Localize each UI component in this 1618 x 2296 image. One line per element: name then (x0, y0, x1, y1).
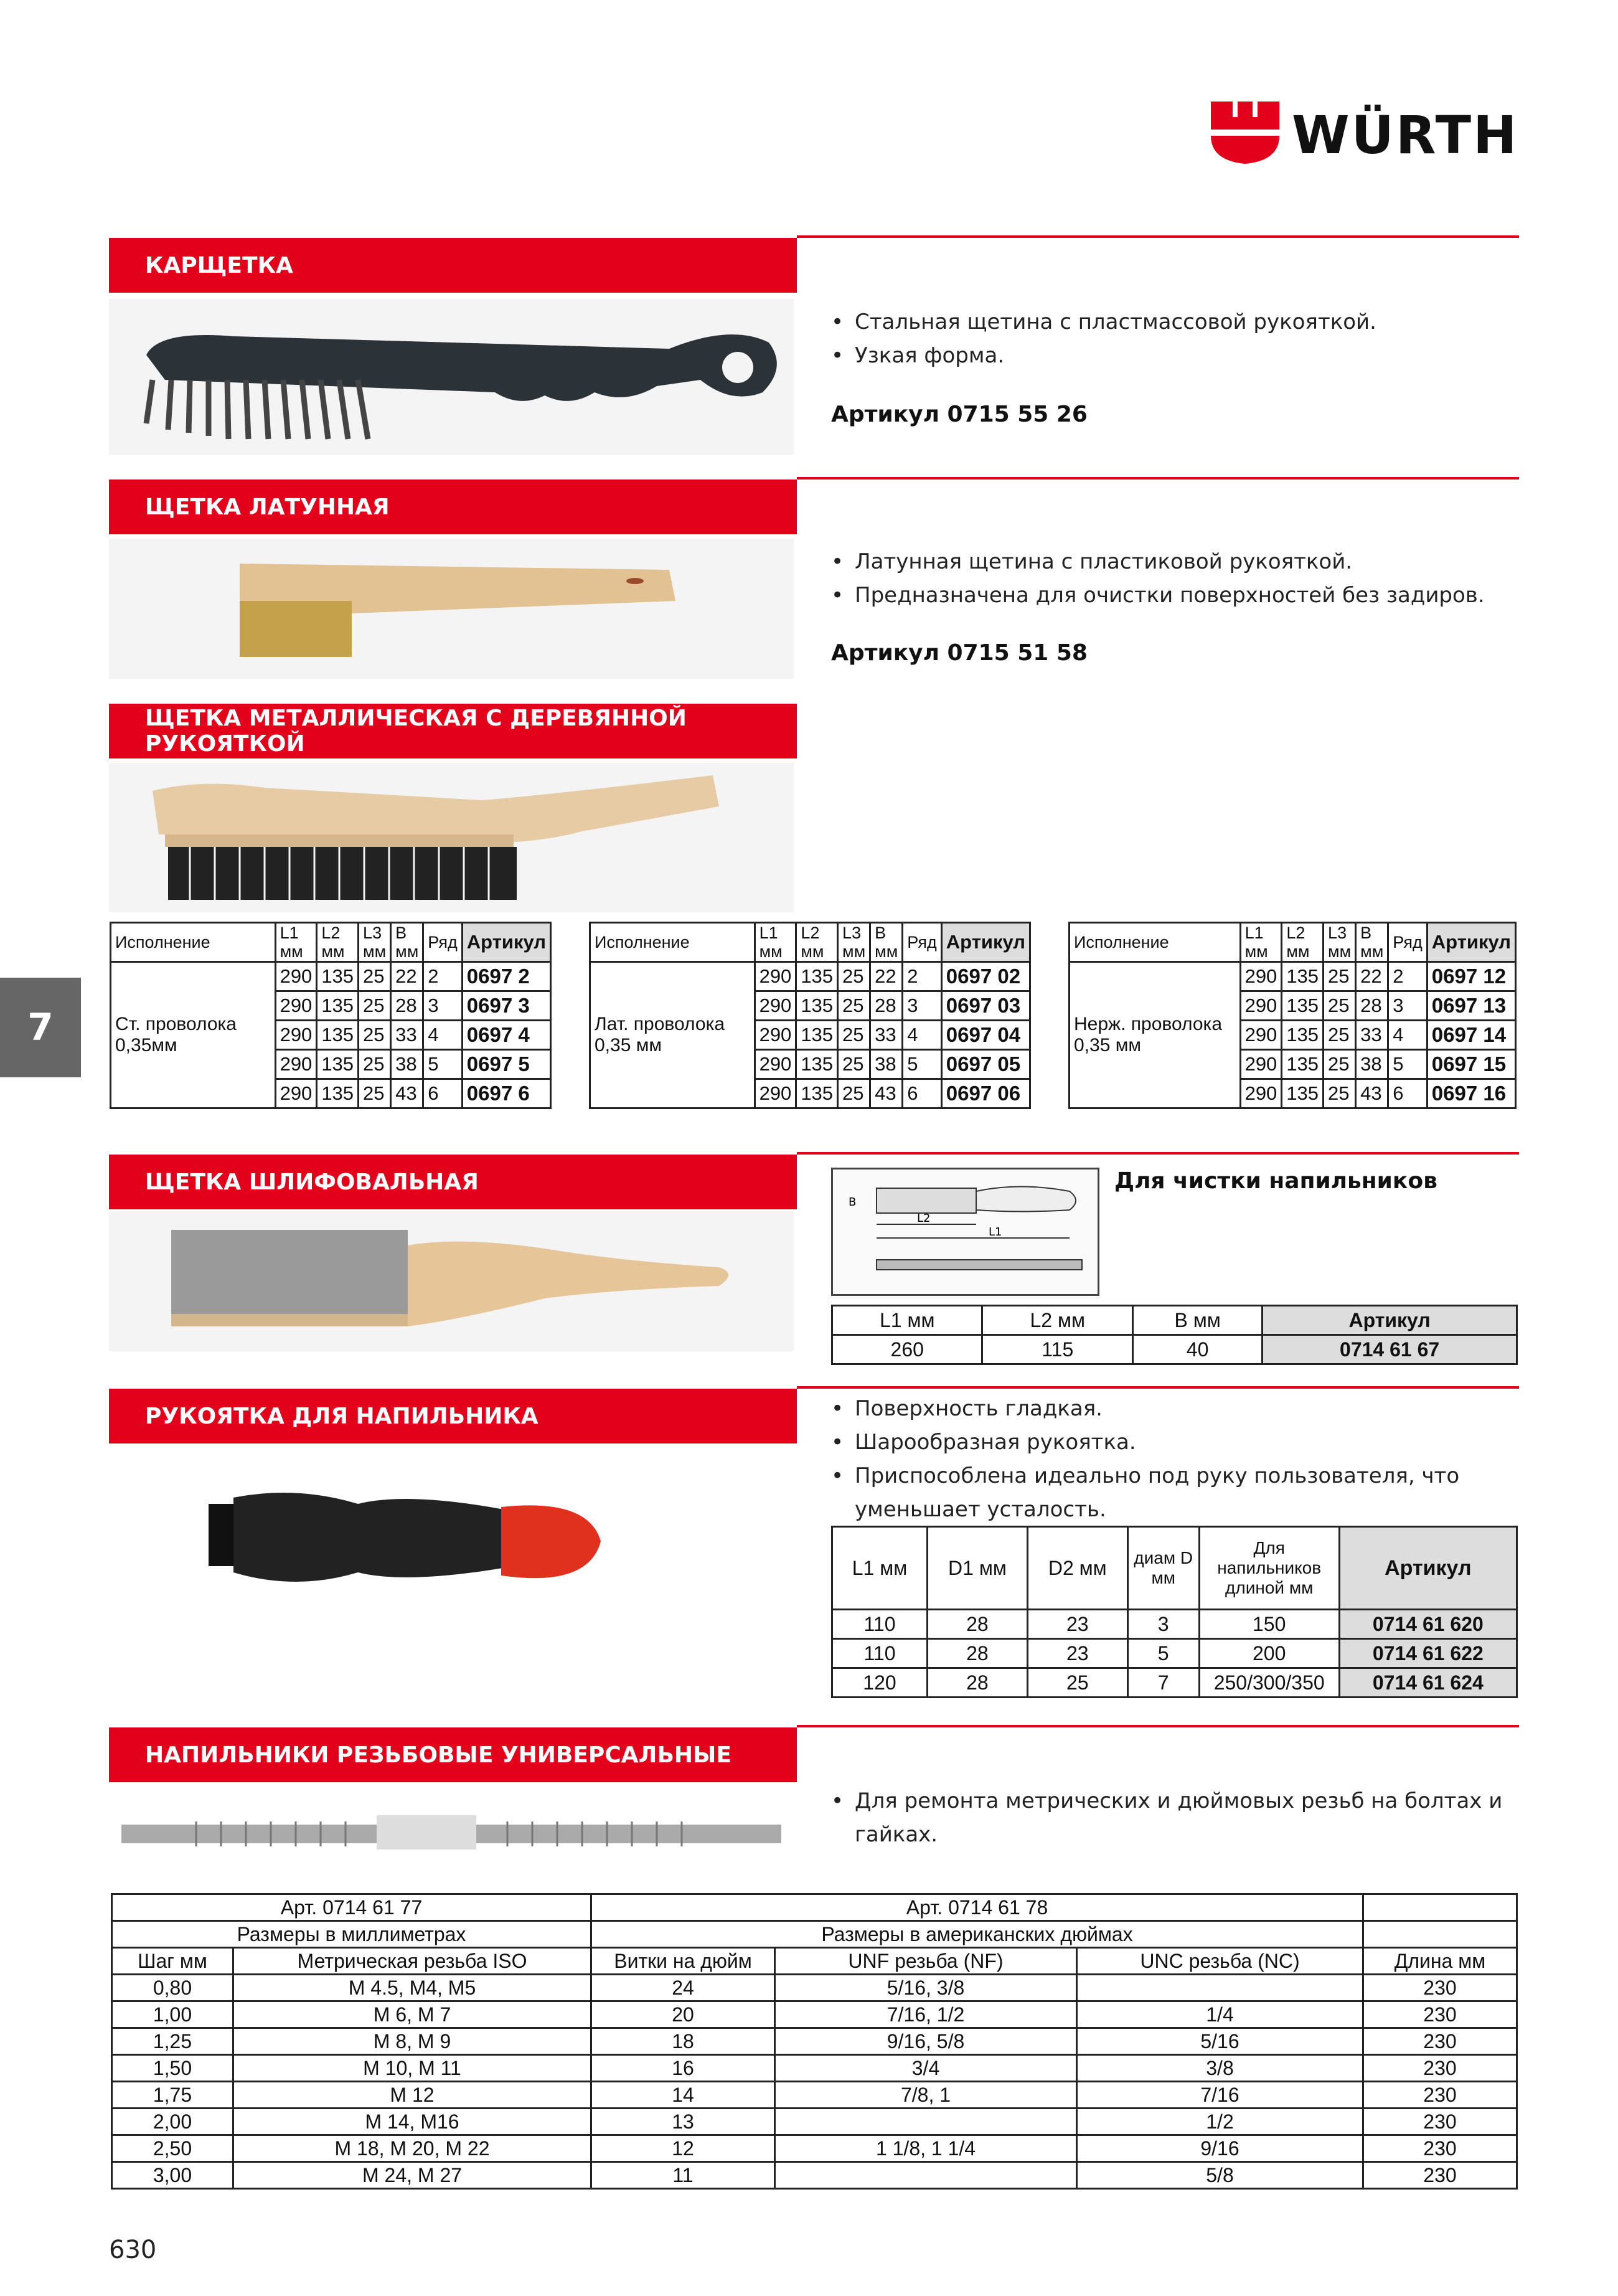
col-article: Артикул (1427, 923, 1515, 962)
col-exec: Исполнение (590, 923, 755, 962)
feature-item: • Предназначена для очистки поверхностей без задиров. (831, 579, 1516, 612)
file-brush-photo (109, 1211, 794, 1351)
col-article: Артикул (462, 923, 550, 962)
wire-brush-photo (109, 299, 794, 455)
handle-table: L1 мм D1 мм D2 мм диам D мм Для напильников длиной мм Артикул 110 28 23 3 150 0714 61 620 110 28 23 5 200 0714 61 622 120 28 25 7 250/300/350 0714 61 624 (831, 1526, 1518, 1698)
svg-text:L2: L2 (917, 1212, 931, 1225)
wurth-logo-mark (1208, 98, 1282, 167)
chapter-tab: 7 (0, 978, 81, 1077)
col-b: B мм (1356, 923, 1388, 962)
brush-table-steel: Исполнение L1 мм L2 мм L3 мм B мм Ряд Артикул Ст. проволока 0,35мм 290 135 25 22 2 0697 2 290 135 25 28 3 0697 3 290 135 25 33 4 0697 4 290 135 25 38 5 0697 5 290 135 25 43 6 0697 6 (110, 922, 552, 1109)
section-divider (797, 477, 1519, 480)
exec-label: Ст. проволока 0,35мм (111, 962, 276, 1108)
section-title: РУКОЯТКА ДЛЯ НАПИЛЬНИКА (109, 1389, 797, 1443)
wood-brush-photo (109, 763, 794, 912)
section-title: НАПИЛЬНИКИ РЕЗЬБОВЫЕ УНИВЕРСАЛЬНЫЕ (109, 1727, 797, 1782)
feature-item: • Стальная щетина с пластмассовой рукояткой. (831, 305, 1516, 339)
section-title: ЩЕТКА ЛАТУННАЯ (109, 480, 797, 534)
exec-label: Нерж. проволока 0,35 мм (1070, 962, 1241, 1108)
section-divider (797, 1386, 1519, 1389)
file-handle-photo (109, 1448, 794, 1684)
col-l3: L3 мм (359, 923, 391, 962)
col-row: Ряд (903, 923, 942, 962)
section-divider (797, 235, 1519, 238)
col-l1: L1 мм (755, 923, 796, 962)
grind-brush-table: L1 мм L2 мм B мм Артикул 260 115 40 0714 61 67 (831, 1305, 1518, 1365)
exec-label: Лат. проволока 0,35 мм (590, 962, 755, 1108)
col-l2: L2 мм (796, 923, 838, 962)
col-l2: L2 мм (1282, 923, 1324, 962)
thread-file-photo (109, 1787, 794, 1874)
feature-item: • Для ремонта метрических и дюймовых резьб на болтах и гайках. (831, 1784, 1516, 1851)
col-l3: L3 мм (838, 923, 870, 962)
feature-list (831, 1784, 1516, 1851)
col-article: Артикул (941, 923, 1030, 962)
feature-item: • Латунная щетина с пластиковой рукояткой. (831, 545, 1516, 579)
feature-list (831, 305, 1516, 372)
section-title: ЩЕТКА МЕТАЛЛИЧЕСКАЯ С ДЕРЕВЯННОЙ РУКОЯТКОЙ (109, 704, 797, 758)
file-brush-diagram (831, 1168, 1099, 1296)
col-b: B мм (870, 923, 903, 962)
brush-table-stainless: Исполнение L1 мм L2 мм L3 мм B мм Ряд Артикул Нерж. проволока 0,35 мм 290 135 25 22 2 0697 12 290 135 25 28 3 0697 13 290 135 25 33 4 0697 14 290 135 25 38 5 0697 15 290 135 25 43 6 0697 16 (1068, 922, 1517, 1109)
page-number: 630 (109, 2236, 157, 2264)
col-exec: Исполнение (111, 923, 276, 962)
col-row: Ряд (423, 923, 463, 962)
section-divider (797, 1152, 1519, 1155)
brand-name: WÜRTH (1292, 105, 1519, 166)
brush-table-brass: Исполнение L1 мм L2 мм L3 мм B мм Ряд Артикул Лат. проволока 0,35 мм 290 135 25 22 2 0697 02 290 135 25 28 3 0697 03 290 135 25 33 4 0697 04 290 135 25 38 5 0697 05 290 135 25 43 6 0697 06 (589, 922, 1031, 1109)
usage-note: Для чистки напильников (1114, 1168, 1437, 1194)
thread-file-table: Арт. 0714 61 77 Арт. 0714 61 78 Размеры в миллиметрах Размеры в американских дюймах Шаг мм Метрическая резьба ISO Витки на дюйм UNF резьба (NF) UNC резьба (NC) Длина мм 0,80 M 4.5, M4, M5 24 5/16, 3/8 230 1,00 M 6, M 7 20 7/16, 1/2 1/4 230 1,25 M 8, M 9 18 9/16, 5/8 5/16 230 1,50 M 10, M 11 16 3/4 3/8 230 1,75 M 12 14 7/8, 1 7/16 230 2,00 M 14, M16 13 1/2 230 2,50 M 18, M 20, M 22 12 1 1/8, 1 1/4 9/16 230 3,00 M 24, M 27 11 5/8 230 (111, 1893, 1518, 2190)
col-l2: L2 мм (317, 923, 359, 962)
feature-item: • Поверхность гладкая. (831, 1392, 1516, 1425)
svg-text:L1: L1 (989, 1226, 1002, 1239)
feature-item: • Шарообразная рукоятка. (831, 1425, 1516, 1459)
col-l3: L3 мм (1324, 923, 1356, 962)
feature-item: • Узкая форма. (831, 339, 1516, 372)
svg-text:B: B (849, 1196, 857, 1209)
col-l1: L1 мм (1240, 923, 1282, 962)
col-exec: Исполнение (1070, 923, 1241, 962)
section-title: КАРЩЕТКА (109, 238, 797, 293)
feature-list (831, 545, 1516, 612)
article-number: Артикул 0715 55 26 (831, 402, 1088, 427)
col-l1: L1 мм (275, 923, 317, 962)
brass-brush-photo (109, 539, 794, 679)
feature-item: • Приспособлена идеально под руку пользователя, что уменьшает усталость. (831, 1459, 1516, 1526)
section-divider (797, 1725, 1519, 1727)
section-title: ЩЕТКА ШЛИФОВАЛЬНАЯ (109, 1155, 797, 1209)
col-row: Ряд (1388, 923, 1428, 962)
feature-list (831, 1392, 1516, 1526)
wurth-logo (1208, 98, 1519, 167)
article-number: Артикул 0715 51 58 (831, 640, 1088, 666)
col-b: B мм (391, 923, 423, 962)
